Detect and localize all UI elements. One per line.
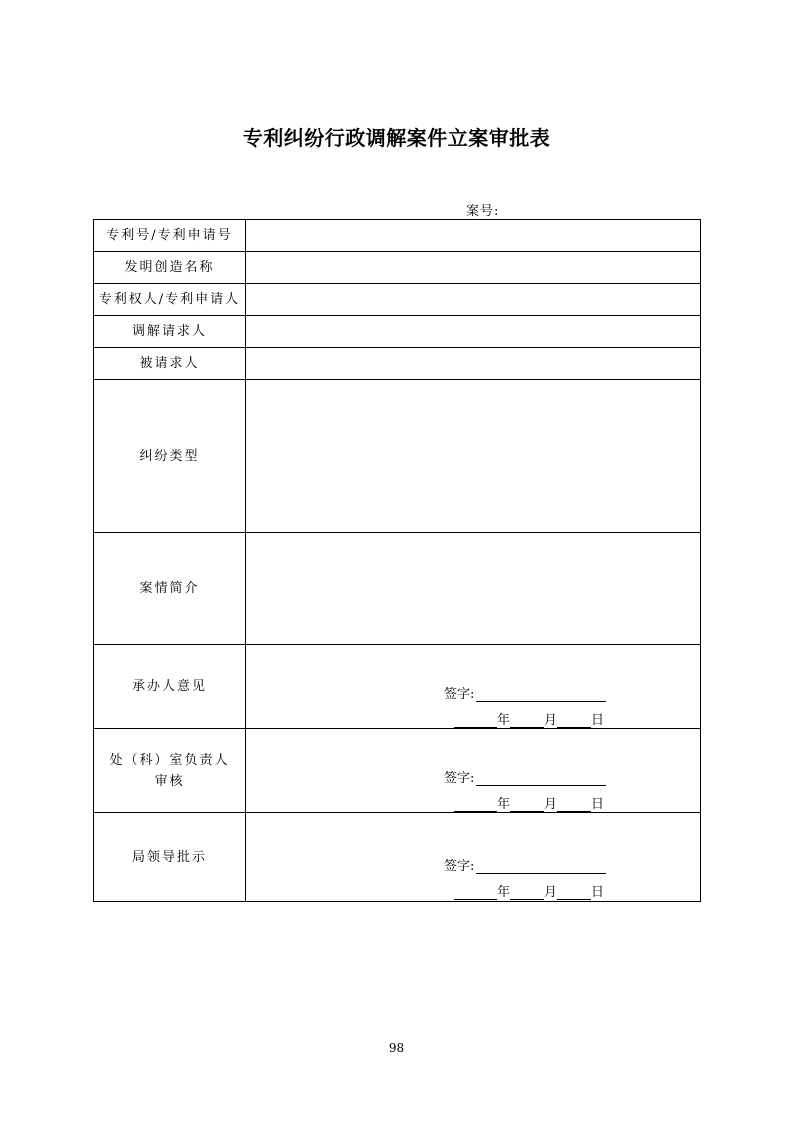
signature-line[interactable] [476,859,606,874]
bureau-leader-label: 局领导批示 [94,813,246,902]
table-row [94,380,701,533]
month-label: 月 [544,713,558,728]
day-label: 日 [591,797,605,812]
year-label: 年 [497,797,511,812]
month-blank[interactable] [510,797,544,812]
handler-date [454,709,604,728]
bureau-leader-field[interactable] [246,813,701,902]
month-blank[interactable] [510,713,544,728]
patent-number-field[interactable] [246,220,701,252]
mediation-requester-field[interactable] [246,316,701,348]
month-label: 月 [544,797,558,812]
day-blank[interactable] [557,797,591,812]
invention-name-label: 发明创造名称 [94,252,246,284]
sign-label: 签字: [444,771,475,786]
form-title: 专利纠纷行政调解案件立案审批表 [242,126,551,150]
sign-label: 签字: [444,859,475,874]
month-blank[interactable] [510,885,544,900]
handler-signature [444,683,606,702]
table-row [94,252,701,284]
section-head-review-label [94,729,246,813]
section-head-signature [444,767,606,786]
year-label: 年 [497,713,511,728]
table-row [94,645,701,729]
year-blank[interactable] [454,713,497,728]
section-head-review-field[interactable] [246,729,701,813]
page-number: 98 [388,1041,405,1055]
table-row [94,316,701,348]
approval-form-table [93,219,701,902]
table-row [94,284,701,316]
section-head-label-line2: 审核 [154,773,185,789]
signature-line[interactable] [476,687,606,702]
signature-line[interactable] [476,771,606,786]
respondent-label: 被请求人 [94,348,246,380]
table-row [94,729,701,813]
table-row [94,813,701,902]
table-row [94,348,701,380]
handler-opinion-label: 承办人意见 [94,645,246,729]
table-row [94,533,701,645]
patentee-label: 专利权人/专利申请人 [94,284,246,316]
section-head-label-line1: 处（科）室负责人 [109,752,230,768]
sign-label: 签字: [444,687,475,702]
mediation-requester-label: 调解请求人 [94,316,246,348]
bureau-leader-date [454,881,604,900]
case-summary-field[interactable] [246,533,701,645]
day-label: 日 [591,713,605,728]
day-blank[interactable] [557,713,591,728]
year-blank[interactable] [454,797,497,812]
month-label: 月 [544,885,558,900]
year-label: 年 [497,885,511,900]
table-row [94,220,701,252]
year-blank[interactable] [454,885,497,900]
dispute-type-field[interactable] [246,380,701,533]
case-summary-label: 案情简介 [94,533,246,645]
patent-number-label: 专利号/专利申请号 [94,220,246,252]
bureau-leader-signature [444,855,606,874]
invention-name-field[interactable] [246,252,701,284]
day-label: 日 [591,885,605,900]
respondent-field[interactable] [246,348,701,380]
day-blank[interactable] [557,885,591,900]
patentee-field[interactable] [246,284,701,316]
case-number-label: 案号: [466,204,500,219]
dispute-type-label: 纠纷类型 [94,380,246,533]
handler-opinion-field[interactable] [246,645,701,729]
section-head-date [454,793,604,812]
